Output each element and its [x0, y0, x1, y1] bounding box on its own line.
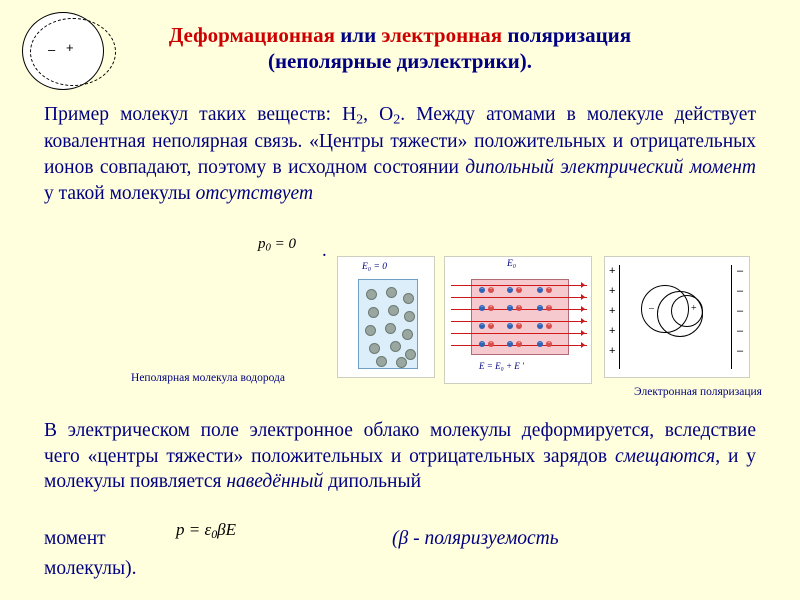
p1-sub-o2: 2: [393, 111, 401, 128]
dipole-pair: [537, 341, 553, 348]
plate-charge-minus: –: [737, 325, 744, 337]
plate-charge-plus: +: [609, 345, 616, 357]
formula-p0: [258, 236, 296, 254]
figure-polarized-dielectric: [444, 256, 592, 384]
ion-minus: –: [538, 341, 542, 346]
molecule-dot: [405, 349, 416, 360]
molecule-dot: [403, 293, 414, 304]
field-arrow-icon: [581, 294, 585, 300]
p1-italic-dipole-moment: дипольный электрический момент: [465, 156, 757, 178]
molecule-dot: [365, 325, 376, 336]
p1-italic-absent: отсутствует: [195, 182, 314, 204]
dipole-pair: [507, 305, 523, 312]
ion-minus: –: [480, 341, 484, 346]
title-word-electronic: электронная: [381, 23, 503, 47]
ion-plus: +: [489, 287, 493, 292]
ion-minus: –: [538, 323, 542, 328]
paragraph-intro: [44, 102, 756, 206]
molecule-dot: [402, 329, 413, 340]
p1-text-1: Пример молекул таких веществ: H: [44, 104, 357, 125]
molecule-dot: [376, 356, 387, 367]
p1-text-2: , O: [363, 104, 394, 125]
title-conj: или: [334, 23, 382, 47]
dipole-pair: [507, 287, 523, 294]
ion-plus: +: [547, 305, 551, 310]
field-line: [451, 297, 587, 298]
molecule-dot: [369, 343, 380, 354]
formula-p0-symbol: p: [258, 236, 266, 252]
field-arrow-icon: [581, 306, 585, 312]
p2-text-3: дипольный: [323, 471, 422, 493]
molecule-dot: [366, 289, 377, 300]
title-word-polarization: поляризация: [502, 23, 632, 47]
bottom-note-polarizability: (β - поляризуемость: [392, 528, 559, 549]
ion-plus: +: [489, 305, 493, 310]
field-line: [451, 321, 587, 322]
figure-4-caption: Электронная поляризация: [634, 386, 762, 398]
ion-minus: –: [538, 287, 542, 292]
formula-p-symbol: p: [176, 520, 185, 539]
figure-dielectric-no-field: [337, 256, 435, 378]
p1-text-3: . Между атомами в молекуле действует ковалентная неполярная связь. «Центры тяжести» положительных и отрицательных ионов совпадают, поэтому в исходном состоянии: [44, 104, 756, 178]
charge-minus-icon: –: [48, 42, 56, 57]
ion-plus: +: [547, 287, 551, 292]
dipole-pair: [479, 305, 495, 312]
ion-plus: +: [517, 287, 521, 292]
molecule-dot: [368, 307, 379, 318]
title-subline: (неполярные диэлектрики).: [267, 49, 533, 74]
p2-italic-induced: наведённый: [226, 471, 324, 493]
ion-plus: +: [547, 341, 551, 346]
p2-italic-shift: смещаются: [614, 445, 716, 467]
molecule-dot: [388, 305, 399, 316]
page-title: [0, 0, 800, 75]
plate-charge-plus: +: [609, 265, 616, 277]
ion-minus: –: [538, 305, 542, 310]
field-line: [451, 285, 587, 286]
figure-2-label: E₀ = 0: [362, 262, 388, 272]
plate-charge-plus: +: [609, 305, 616, 317]
paragraph-field-effect: [44, 418, 756, 495]
ion-plus: +: [547, 323, 551, 328]
formula-epsilon: ε: [204, 520, 212, 539]
dipole-pair: [507, 341, 523, 348]
molecule-dot: [396, 357, 407, 368]
plate-charge-plus: +: [609, 325, 616, 337]
ion-minus: –: [508, 305, 512, 310]
molecule-dot: [385, 323, 396, 334]
field-arrow-icon: [581, 330, 585, 336]
figure-1-caption: Неполярная молекула водорода: [131, 372, 285, 384]
ion-plus: +: [517, 341, 521, 346]
capacitor-plate-right: [731, 265, 732, 369]
plate-charge-minus: –: [737, 285, 744, 297]
plate-charge-minus: –: [737, 345, 744, 357]
ion-plus: +: [489, 341, 493, 346]
field-arrow-icon: [581, 342, 585, 348]
p2-text-2: , и у молекулы появляется: [44, 445, 756, 493]
charge-minus-icon: –: [649, 303, 654, 314]
bottom-note-molecule: молекулы).: [44, 558, 137, 579]
formula-p0-subscript: 0: [265, 241, 271, 254]
formula-epsilon-subscript: 0: [211, 526, 218, 541]
dipole-pair: [479, 323, 495, 330]
dipole-pair: [537, 305, 553, 312]
plate-charge-minus: –: [737, 305, 744, 317]
field-line: [451, 333, 587, 334]
ion-minus: –: [480, 323, 484, 328]
molecule-dot: [404, 311, 415, 322]
ion-plus: +: [517, 323, 521, 328]
ion-minus: –: [508, 323, 512, 328]
ion-minus: –: [508, 341, 512, 346]
plate-charge-minus: –: [737, 265, 744, 277]
dipole-pair: [479, 341, 495, 348]
molecule-dot: [386, 287, 397, 298]
figure-3-resultant-label: E = E₀ + E ′: [479, 361, 524, 371]
formula-p0-equals: = 0: [270, 236, 297, 252]
dipole-pair: [537, 323, 553, 330]
field-arrow-icon: [581, 318, 585, 324]
nucleus-circle: [671, 295, 703, 327]
ion-minus: –: [508, 287, 512, 292]
paragraph-intro-period: .: [322, 240, 327, 261]
plate-charge-plus: +: [609, 285, 616, 297]
ion-minus: –: [480, 305, 484, 310]
field-arrow-icon: [581, 282, 585, 288]
formula-E: E: [225, 520, 236, 539]
p1-sub-h2: 2: [356, 111, 364, 128]
bottom-word-moment: момент: [44, 528, 106, 549]
dipole-pair: [479, 287, 495, 294]
figure-3-field-label: E₀: [507, 259, 517, 269]
ion-minus: –: [480, 287, 484, 292]
formula-beta: β: [217, 520, 226, 539]
charge-plus-icon: +: [66, 40, 74, 55]
dipole-pair: [537, 287, 553, 294]
formula-equals: =: [184, 520, 205, 539]
dipole-pair: [507, 323, 523, 330]
charge-plus-icon: +: [691, 303, 697, 314]
title-word-deformation: Деформационная: [168, 23, 335, 47]
capacitor-plate-left: [619, 265, 620, 369]
p1-text-4: у такой молекулы: [44, 182, 196, 204]
figure-electron-polarization: [604, 256, 750, 378]
ion-plus: +: [517, 305, 521, 310]
p2-text-1: В электрическом поле электронное облако молекулы деформируется, вследствие чего «центры тяжести» положительных и отрицательных зарядов: [44, 420, 756, 467]
ion-plus: +: [489, 323, 493, 328]
formula-induced-moment: [176, 520, 236, 542]
molecule-dot: [390, 341, 401, 352]
